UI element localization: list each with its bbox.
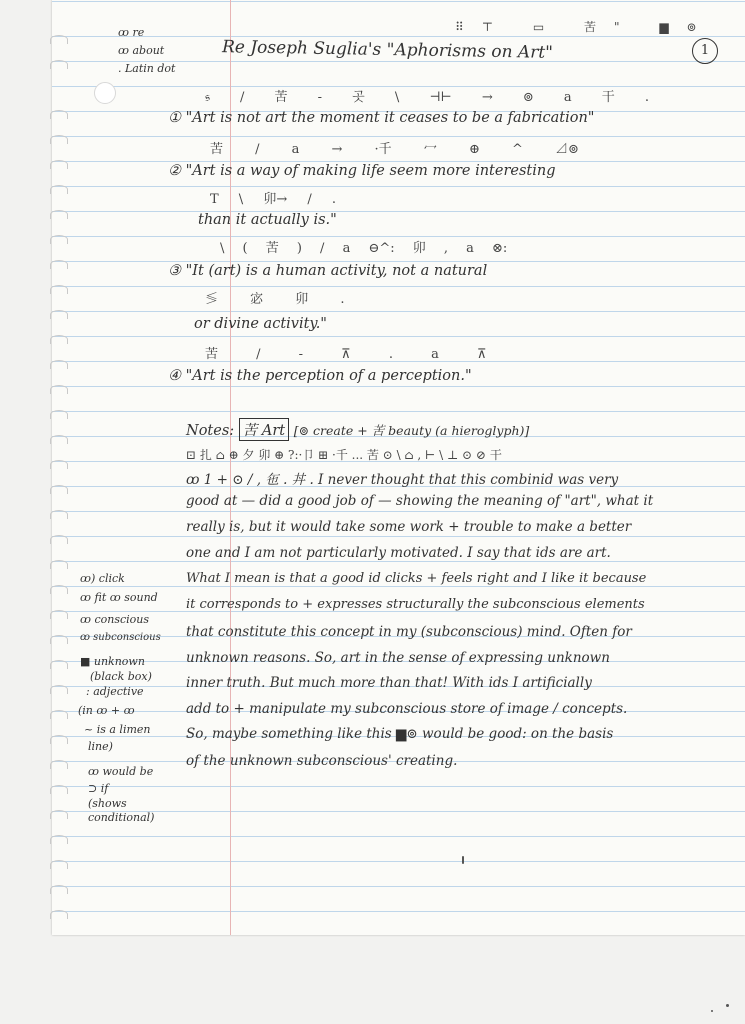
aphorism-2-text-line1: ② "Art is a way of making life seem more interesting <box>168 163 556 179</box>
legend-left-item: ꝏ conscious <box>80 613 150 626</box>
notes-line: of the unknown subconscious' creating. <box>186 753 458 769</box>
notes-line: unknown reasons. So, art in the sense of expressing unknown <box>186 650 610 666</box>
notes-line: really is, but it would take some work + trouble to make a better <box>186 519 632 535</box>
notes-line: it corresponds to + expresses structurally the subconscious elements <box>186 597 645 612</box>
legend-left-item: ■ unknown <box>80 655 145 668</box>
legend-top-item: ꝏ re <box>118 26 145 39</box>
notes-bracket: [⊚ create + 苦 beauty (a hieroglyph)] <box>293 423 530 438</box>
notes-label: Notes: <box>186 423 235 439</box>
legend-left-item: (black box) <box>90 670 152 683</box>
binder-hole <box>94 82 116 104</box>
aphorism-3-text-line2: or divine activity." <box>194 316 327 332</box>
page-number: 1 <box>692 38 718 64</box>
legend-left-item: (in ꝏ + ꝏ <box>78 704 135 717</box>
notes-line: So, maybe something like this ▆⊚ would be good: on the basis <box>186 726 614 742</box>
notes-line: that constitute this concept in my (subconscious) mind. Often for <box>186 624 632 640</box>
aphorism-3-glyphs-after: 苦 / - ⊼ . a ⊼ <box>205 347 487 362</box>
notes-line: ꝏ 1 + ⊙ / , 㐌 . 丼 . I never thought that this combinid was very <box>186 472 619 488</box>
notes-header <box>186 418 529 441</box>
aphorism-2-glyphs-after: \ ( 苦 ) / a ⊖^: 卯 , a ⊗: <box>220 241 508 256</box>
stray-mark <box>711 1010 713 1012</box>
notes-line: What I mean is that a good id clicks + feels right and I like it because <box>186 571 647 586</box>
legend-left-item: ⊃ if <box>88 782 109 795</box>
legend-left-item: ꝏ fit ꝏ sound <box>80 591 158 604</box>
legend-left-item: : adjective <box>86 685 144 698</box>
aphorism-1-text: ① "Art is not art the moment it ceases to be a fabrication" <box>168 110 595 126</box>
title-glyphs: ⠿⊤ ▭ 苦" ▆⊚ <box>455 20 715 34</box>
legend-top-item: ꝏ about <box>118 44 165 57</box>
notes-boxed-term: 苦 Art <box>239 418 289 441</box>
legend-left-item: ꝏ subconscious <box>80 632 161 643</box>
aphorism-3-text-line1: ③ "It (art) is a human activity, not a natural <box>168 263 488 279</box>
notes-line: inner truth. But much more than that! With ids I artificially <box>186 675 592 691</box>
aphorism-3-glyphs-mid: ≶ 宓 卯 . <box>205 292 345 307</box>
notes-glyph-row: ⊡ 扎 ⌂ ⊕ 夕 卯 ⊕ ?:·卩 ⊞ ·千 ... 苦 ⊙ \ ⌂ , ⊢ \ ⊥ ⊙ ⊘ 干 <box>186 448 502 462</box>
legend-top-item: . Latin dot <box>118 62 176 75</box>
legend-left-item: (shows <box>88 797 127 810</box>
notes-line: one and I am not particularly motivated. I say that ids are art. <box>186 545 611 561</box>
aphorism-2-glyphs-before: 苦 / a → ·千 冖 ⊕ ^ ⊿⊚ <box>210 142 579 157</box>
legend-left-item: conditional) <box>88 811 155 824</box>
aphorism-1-glyphs: 𝔰 / 苦 - 곳 \ ⊣⊢ → ⊚ a 干 . <box>205 90 650 105</box>
legend-left-item: ~ is a limen <box>84 723 151 736</box>
aphorism-2-glyphs-mid: T \ 卯→ / . <box>210 192 336 207</box>
aphorism-2-text-line2: than it actually is." <box>198 212 337 228</box>
legend-left-item: line) <box>88 740 113 753</box>
legend-left-item: ꝏ would be <box>88 765 154 778</box>
aphorism-4-text: ④ "Art is the perception of a perception." <box>168 368 472 384</box>
stray-mark <box>462 856 464 864</box>
stray-mark <box>726 1004 729 1007</box>
notes-line: good at — did a good job of — showing the meaning of "art", what it <box>186 493 654 509</box>
page-title: Re Joseph Suglia's "Aphorisms on Art" <box>221 37 554 63</box>
notes-line: add to + manipulate my subconscious store of image / concepts. <box>186 701 628 717</box>
legend-left-item: ꝏ) click <box>80 572 125 585</box>
